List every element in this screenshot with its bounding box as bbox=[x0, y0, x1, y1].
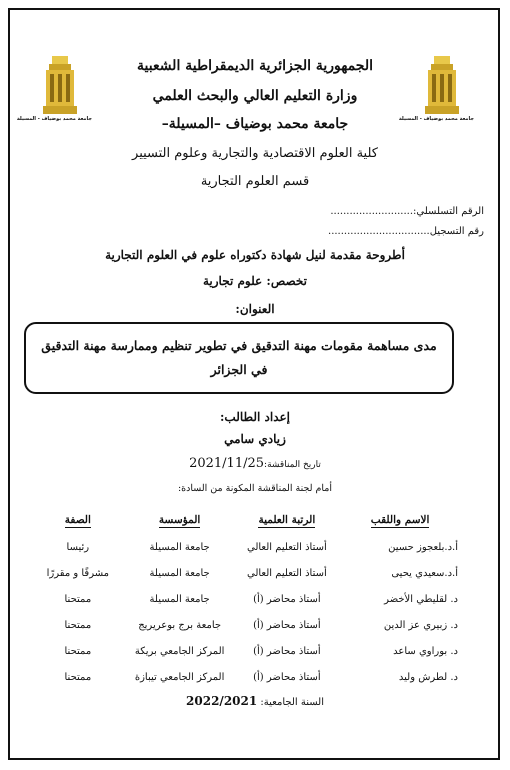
member-role: مشرفًا و مقررًا bbox=[46, 567, 110, 579]
table-row bbox=[30, 534, 460, 560]
member-rank: أستاذ محاضر (أ) bbox=[253, 593, 321, 605]
header-role: الصفة bbox=[64, 514, 91, 526]
table-row bbox=[30, 560, 460, 586]
jury-table bbox=[30, 514, 460, 690]
department-heading: قسم العلوم التجارية bbox=[200, 174, 310, 189]
faculty-heading: كلية العلوم الاقتصادية والتجارية وعلوم التسيير bbox=[132, 146, 378, 161]
member-name: د. لقليطي الأخضر bbox=[384, 593, 458, 605]
member-rank: أستاذ محاضر (أ) bbox=[253, 645, 321, 657]
table-row bbox=[30, 664, 460, 690]
member-role: ممتحنا bbox=[64, 645, 92, 657]
academic-year-value: 2022/2021 bbox=[186, 694, 258, 708]
jury-header-row bbox=[30, 514, 460, 534]
logo-caption-right: جامعة محمد بوضياف - المسيلة bbox=[398, 116, 474, 122]
title-label: العنوان: bbox=[235, 302, 275, 316]
member-name: أ.د.سعيدي يحيى bbox=[391, 567, 458, 579]
member-name: د. بوراوي ساعد bbox=[393, 645, 458, 657]
defense-date-line bbox=[0, 456, 510, 471]
thesis-title-box: مدى مساهمة مقومات مهنة التدقيق في تطوير تنظيم وممارسة مهنة التدقيق في الجزائر bbox=[24, 322, 454, 394]
member-role: ممتحنا bbox=[64, 593, 92, 605]
prepared-by-label: إعداد الطالب: bbox=[219, 410, 290, 424]
table-row bbox=[30, 612, 460, 638]
member-institution: جامعة المسيلة bbox=[149, 567, 210, 579]
member-role: ممتحنا bbox=[64, 619, 92, 631]
header-rank: الرتبة العلمية bbox=[258, 514, 316, 526]
specialty-line: تخصص: علوم تجارية bbox=[202, 274, 308, 288]
table-row bbox=[30, 638, 460, 664]
table-row bbox=[30, 586, 460, 612]
record-number-line bbox=[328, 226, 484, 237]
member-rank: أستاذ التعليم العالي bbox=[246, 567, 327, 579]
university-heading: جامعة محمد بوضياف –المسيلة– bbox=[161, 116, 349, 132]
header-institution: المؤسسة bbox=[158, 514, 201, 526]
header-name: الاسم واللقب bbox=[370, 514, 430, 526]
republic-heading: الجمهورية الجزائرية الديمقراطية الشعبية bbox=[136, 58, 373, 74]
student-name: زيادي سامي bbox=[224, 432, 286, 446]
member-name: أ.د.بلعجوز حسين bbox=[388, 541, 458, 553]
member-role: ممتحنا bbox=[64, 671, 92, 683]
member-rank: أستاذ محاضر (أ) bbox=[253, 671, 321, 683]
academic-year-line bbox=[0, 694, 510, 708]
defense-date-value: 2021/11/25 bbox=[189, 456, 265, 471]
member-institution: المركز الجامعي بريكة bbox=[134, 645, 225, 657]
committee-intro: أمام لجنة المناقشة المكونة من السادة: bbox=[177, 483, 333, 494]
member-institution: جامعة المسيلة bbox=[149, 541, 210, 553]
ministry-heading: وزارة التعليم العالي والبحث العلمي bbox=[152, 88, 358, 104]
member-institution: المركز الجامعي تيبازة bbox=[134, 671, 225, 683]
member-rank: أستاذ محاضر (أ) bbox=[253, 619, 321, 631]
thesis-description: أطروحة مقدمة لنيل شهادة دكتوراه علوم في العلوم التجارية bbox=[105, 248, 405, 262]
member-name: د. زبيري عز الدين bbox=[383, 619, 458, 631]
logo-caption-left: جامعة محمد بوضياف - المسيلة bbox=[16, 116, 92, 122]
member-institution: جامعة المسيلة bbox=[149, 593, 210, 605]
serial-number-label: الرقم التسلسلي: bbox=[413, 206, 484, 217]
member-role: رئيسا bbox=[66, 541, 90, 553]
member-name: د. لطرش وليد bbox=[398, 671, 458, 683]
serial-number-dots: .......................... bbox=[330, 206, 414, 217]
record-number-dots: ................................ bbox=[328, 226, 430, 237]
member-institution: جامعة برج بوعريريج bbox=[138, 619, 222, 631]
member-rank: أستاذ التعليم العالي bbox=[246, 541, 327, 553]
record-number-label: رقم التسجيل bbox=[429, 226, 484, 237]
defense-date-label: تاريخ المناقشة: bbox=[264, 460, 321, 470]
academic-year-label: السنة الجامعية: bbox=[260, 697, 324, 708]
serial-number-line bbox=[330, 206, 484, 217]
